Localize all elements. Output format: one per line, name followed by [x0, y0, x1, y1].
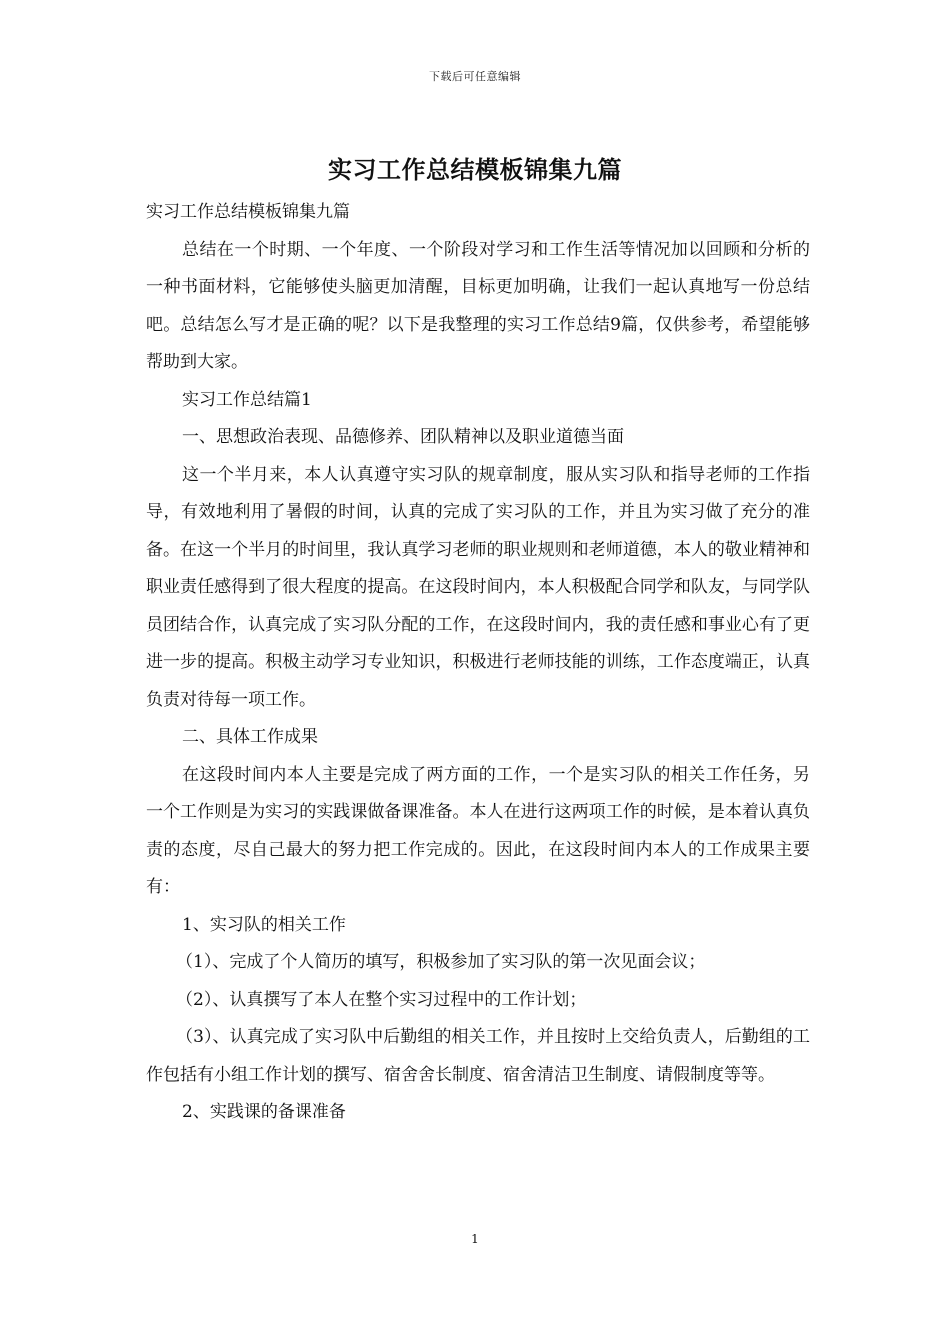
section-heading-part1: 实习工作总结篇1: [182, 389, 312, 410]
list-item: （2）、认真撰写了本人在整个实习过程中的工作计划；: [176, 989, 587, 1010]
document-body: [146, 194, 810, 1132]
list-heading-2: 2、实践课的备课准备: [182, 1102, 346, 1122]
body-paragraph: 这一个半月来，本人认真遵守实习队的规章制度，服从实习队和指导老师的工作指导，有效地利用了暑假的时间，认真的完成了实习队的工作，并且为实习做了充分的准备。在这一个半月的时间里，我认真学习老师的职业规则和老师道德，本人的敬业精神和职业责任感得到了很大程度的提高。在这段时间内，本人积极配合同学和队友，与同学队员团结合作，认真完成了实习队分配的工作，在这段时间内，我的责任感和事业心有了更进一步的提高。积极主动学习专业知识，积极进行老师技能的训练，工作态度端正，认真负责对待每一项工作。: [146, 464, 810, 710]
page-number: 1: [471, 1232, 479, 1246]
list-item: （1）、完成了个人简历的填写，积极参加了实习队的第一次见面会议；: [176, 952, 706, 972]
section-heading-1: 一、思想政治表现、品德修养、团队精神以及职业道德当面: [182, 427, 624, 447]
list-item: （3）、认真完成了实习队中后勤组的相关工作，并且按时上交给负责人，后勤组的工作包括有小组工作计划的撰写、宿舍舍长制度、宿舍清洁卫生制度、请假制度等等。: [146, 1027, 810, 1085]
header-note: 下载后可任意编辑: [429, 70, 521, 83]
body-paragraph: 在这段时间内本人主要是完成了两方面的工作，一个是实习队的相关工作任务，另一个工作则是为实习的实践课做备课准备。本人在进行这两项工作的时候，是本着认真负责的态度，尽自己最大的努力把工作完成的。因此，在这段时间内本人的工作成果主要有：: [146, 764, 810, 897]
subtitle-paragraph: 实习工作总结模板锦集九篇: [146, 202, 350, 222]
list-heading-1: 1、实习队的相关工作: [182, 914, 346, 935]
section-heading-2: 二、具体工作成果: [182, 727, 318, 747]
document-title: 实习工作总结模板锦集九篇: [328, 156, 622, 184]
intro-paragraph: 总结在一个时期、一个年度、一个阶段对学习和工作生活等情况加以回顾和分析的一种书面材料，它能够使头脑更加清醒，目标更加明确，让我们一起认真地写一份总结吧。总结怎么写才是正确的呢？以下是我整理的实习工作总结9篇，仅供参考，希望能够帮助到大家。: [146, 239, 810, 372]
